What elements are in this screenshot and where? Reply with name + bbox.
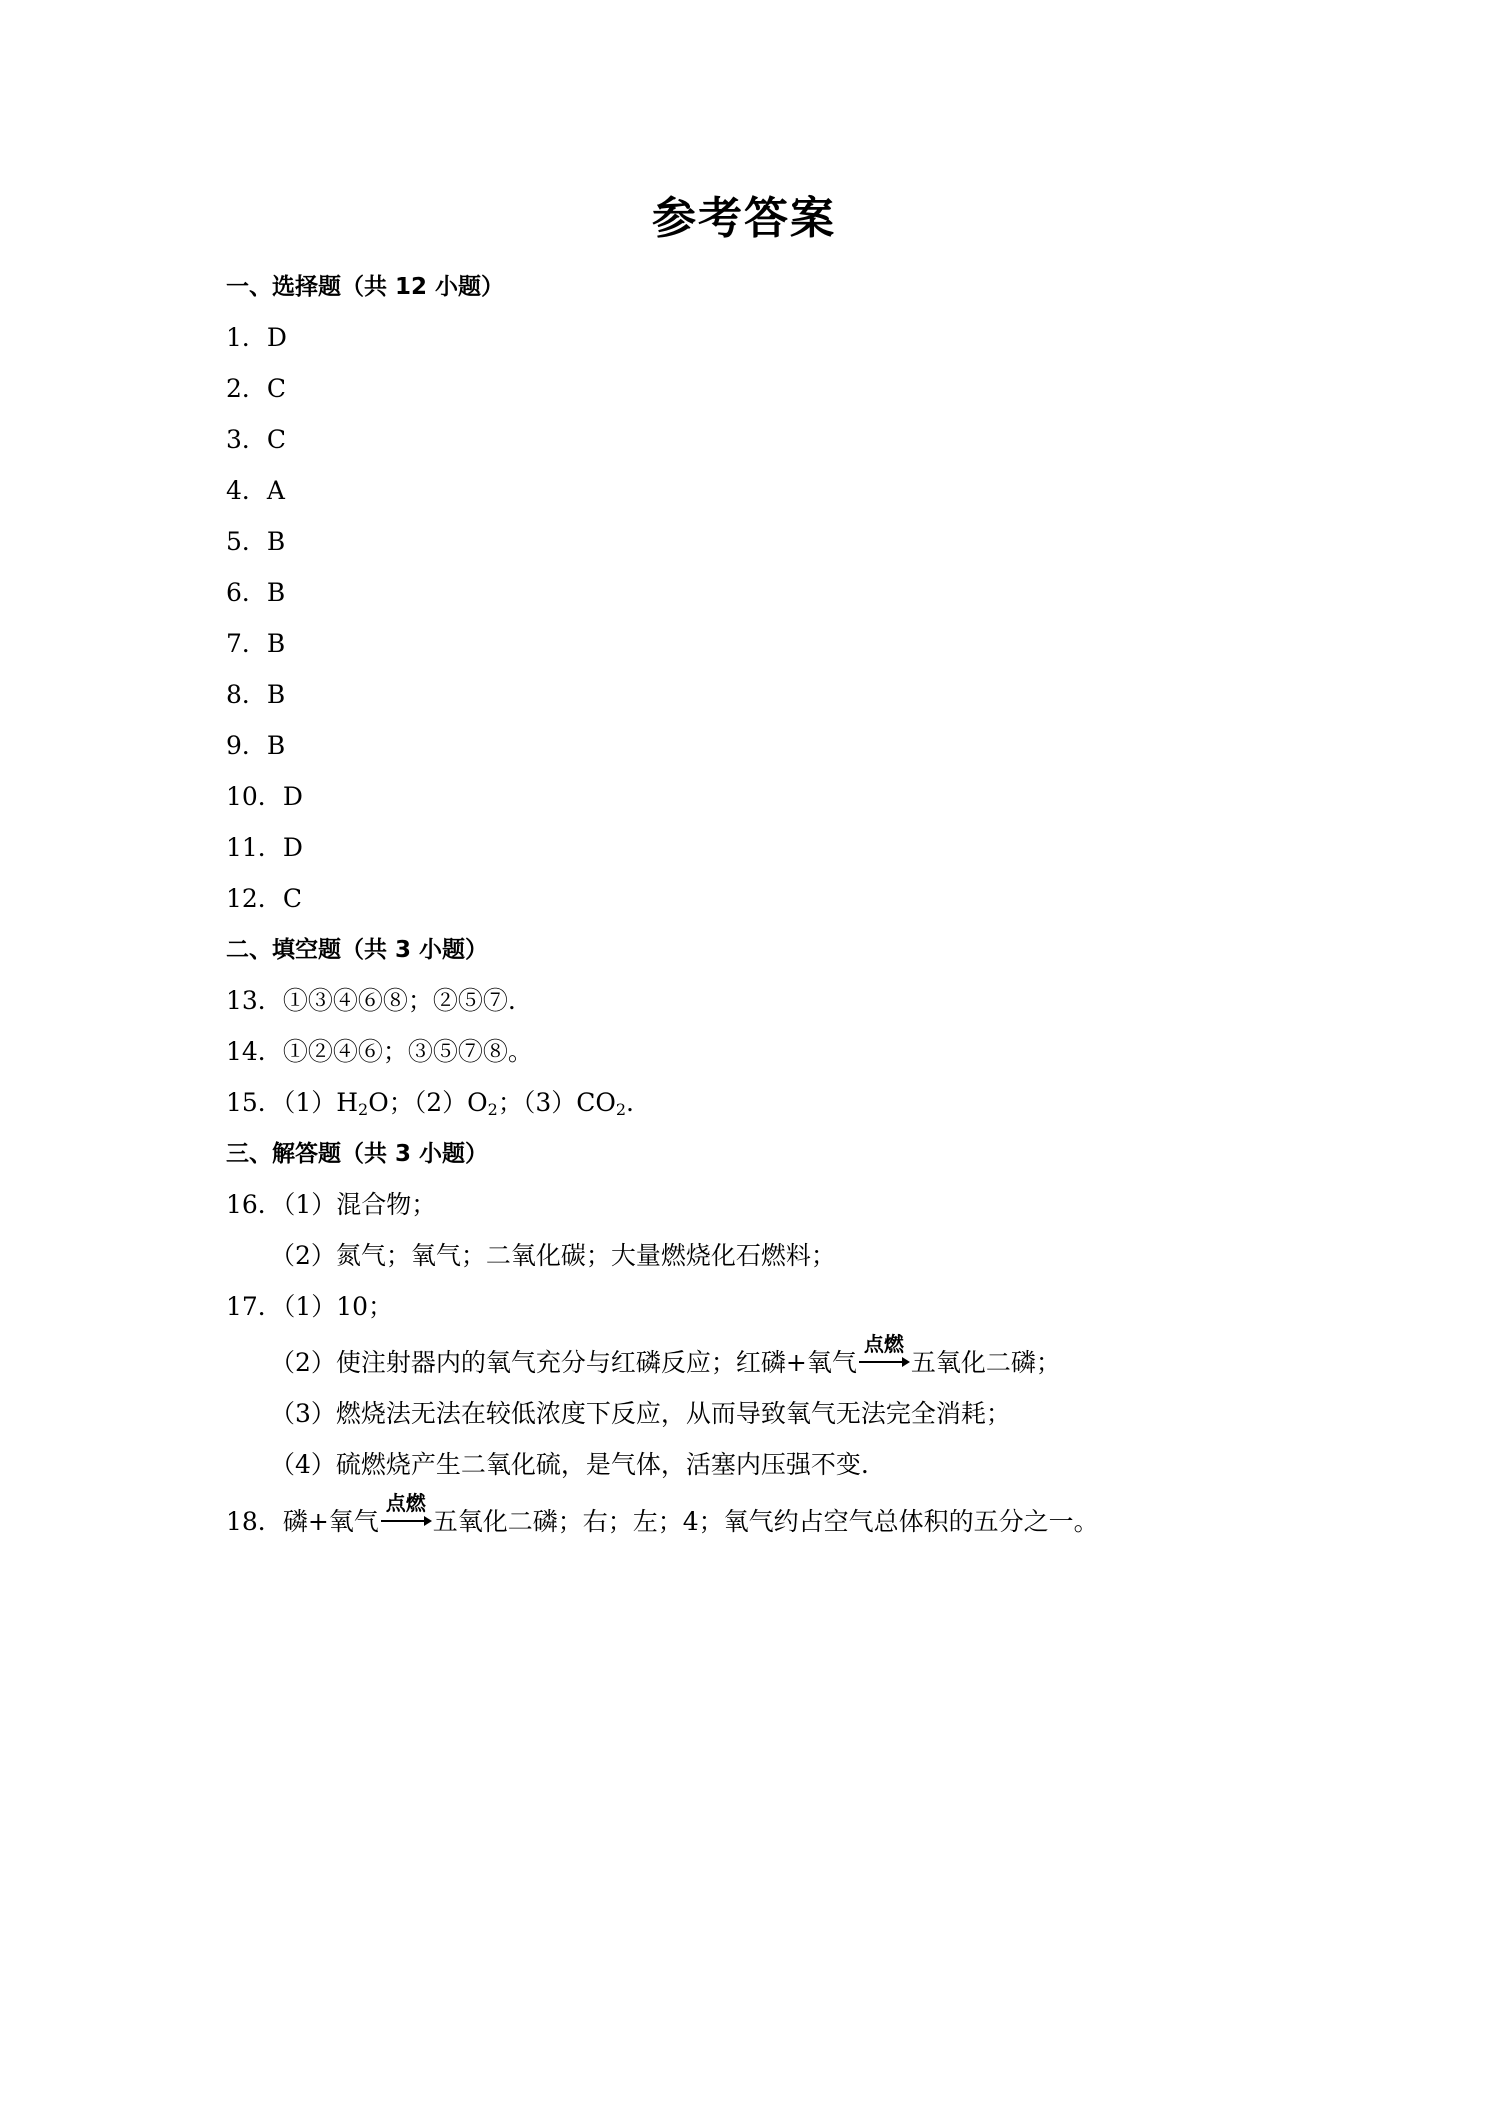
subscript: 2 xyxy=(615,1100,627,1119)
answer-text: B xyxy=(266,680,286,709)
question-number: 6． xyxy=(226,578,267,607)
answer-item xyxy=(226,576,285,610)
question-number: 9． xyxy=(226,731,267,760)
answer-item xyxy=(226,321,287,355)
question-number: 18． xyxy=(226,1507,283,1536)
reaction-condition: 点燃 xyxy=(385,1491,426,1515)
answer-item xyxy=(226,882,302,916)
answer-subline: （4）硫燃烧产生二氧化硫，是气体，活塞内压强不变. xyxy=(270,1450,869,1479)
question-number: 1． xyxy=(226,323,267,352)
answer-item-18 xyxy=(226,1491,1099,1539)
question-number: 11． xyxy=(226,833,283,862)
answer-item xyxy=(226,831,303,865)
page-title: 参考答案 xyxy=(652,193,836,244)
formula-part: . xyxy=(626,1088,634,1117)
reaction-arrow-icon xyxy=(858,1332,910,1380)
question-number: 7． xyxy=(226,629,267,658)
answer-text: D xyxy=(282,833,303,862)
answer-item xyxy=(226,729,285,763)
subscript: 2 xyxy=(358,1100,369,1119)
answer-item xyxy=(226,423,286,457)
answer-item-15 xyxy=(226,1086,634,1120)
answer-item xyxy=(226,780,303,814)
equation-right: 五氧化二磷； xyxy=(910,1348,1061,1377)
answer-text: B xyxy=(266,629,286,658)
reaction-arrow-icon xyxy=(380,1491,432,1539)
section-heading-choice: 一、选择题（共 12 小题） xyxy=(226,274,505,300)
question-number: 10． xyxy=(226,782,283,811)
answer-subline: （2）氮气；氧气；二氧化碳；大量燃烧化石燃料； xyxy=(270,1241,836,1270)
answer-subline xyxy=(270,1332,1061,1380)
answer-item xyxy=(226,372,286,406)
answer-item xyxy=(226,525,285,559)
answer-item-16 xyxy=(226,1188,436,1222)
answer-subline: （3）燃烧法无法在较低浓度下反应，从而导致氧气无法完全消耗； xyxy=(270,1399,1011,1428)
formula-part: O；（2）O xyxy=(368,1088,488,1117)
answer-text: （1）混合物； xyxy=(282,1190,437,1219)
answer-text: ①②④⑥；③⑤⑦⑧。 xyxy=(282,1037,533,1066)
answer-text: C xyxy=(266,425,287,454)
answer-item xyxy=(226,627,285,661)
answer-text: C xyxy=(266,374,287,403)
reaction-condition: 点燃 xyxy=(863,1332,904,1356)
answer-item-13 xyxy=(226,984,516,1018)
answer-text: D xyxy=(266,323,287,352)
question-number: 8． xyxy=(226,680,267,709)
section-heading-solution: 三、解答题（共 3 小题） xyxy=(226,1141,489,1167)
equation-left: （2）使注射器内的氧气充分与红磷反应；红磷+氧气 xyxy=(270,1348,857,1377)
answer-text: B xyxy=(266,578,286,607)
answer-text: A xyxy=(266,476,285,505)
answer-text: ①③④⑥⑧；②⑤⑦. xyxy=(282,986,516,1015)
equation-left: 磷+氧气 xyxy=(282,1507,379,1536)
question-number: 5． xyxy=(226,527,267,556)
formula-part: （1）H xyxy=(282,1088,359,1117)
question-number: 16． xyxy=(226,1190,283,1219)
question-number: 17． xyxy=(226,1292,283,1321)
subscript: 2 xyxy=(487,1100,498,1119)
answer-item xyxy=(226,474,285,508)
question-number: 4． xyxy=(226,476,267,505)
answer-text xyxy=(283,1088,634,1117)
answer-item-17 xyxy=(226,1290,393,1324)
section-heading-fill-blank: 二、填空题（共 3 小题） xyxy=(226,937,489,963)
question-number: 14． xyxy=(226,1037,283,1066)
answer-text: D xyxy=(282,782,303,811)
answer-text: B xyxy=(266,731,286,760)
answer-item xyxy=(226,678,285,712)
answer-text: （1）10； xyxy=(282,1292,394,1321)
equation-right: 五氧化二磷；右；左；4；氧气约占空气总体积的五分之一。 xyxy=(432,1507,1099,1536)
answer-text: B xyxy=(266,527,286,556)
question-number: 2． xyxy=(226,374,267,403)
question-number: 12． xyxy=(226,884,283,913)
answer-item-14 xyxy=(226,1035,533,1069)
answer-text: C xyxy=(282,884,302,913)
formula-part: ；（3）CO xyxy=(497,1088,616,1117)
question-number: 13． xyxy=(226,986,283,1015)
question-number: 3． xyxy=(226,425,267,454)
question-number: 15． xyxy=(226,1088,283,1117)
